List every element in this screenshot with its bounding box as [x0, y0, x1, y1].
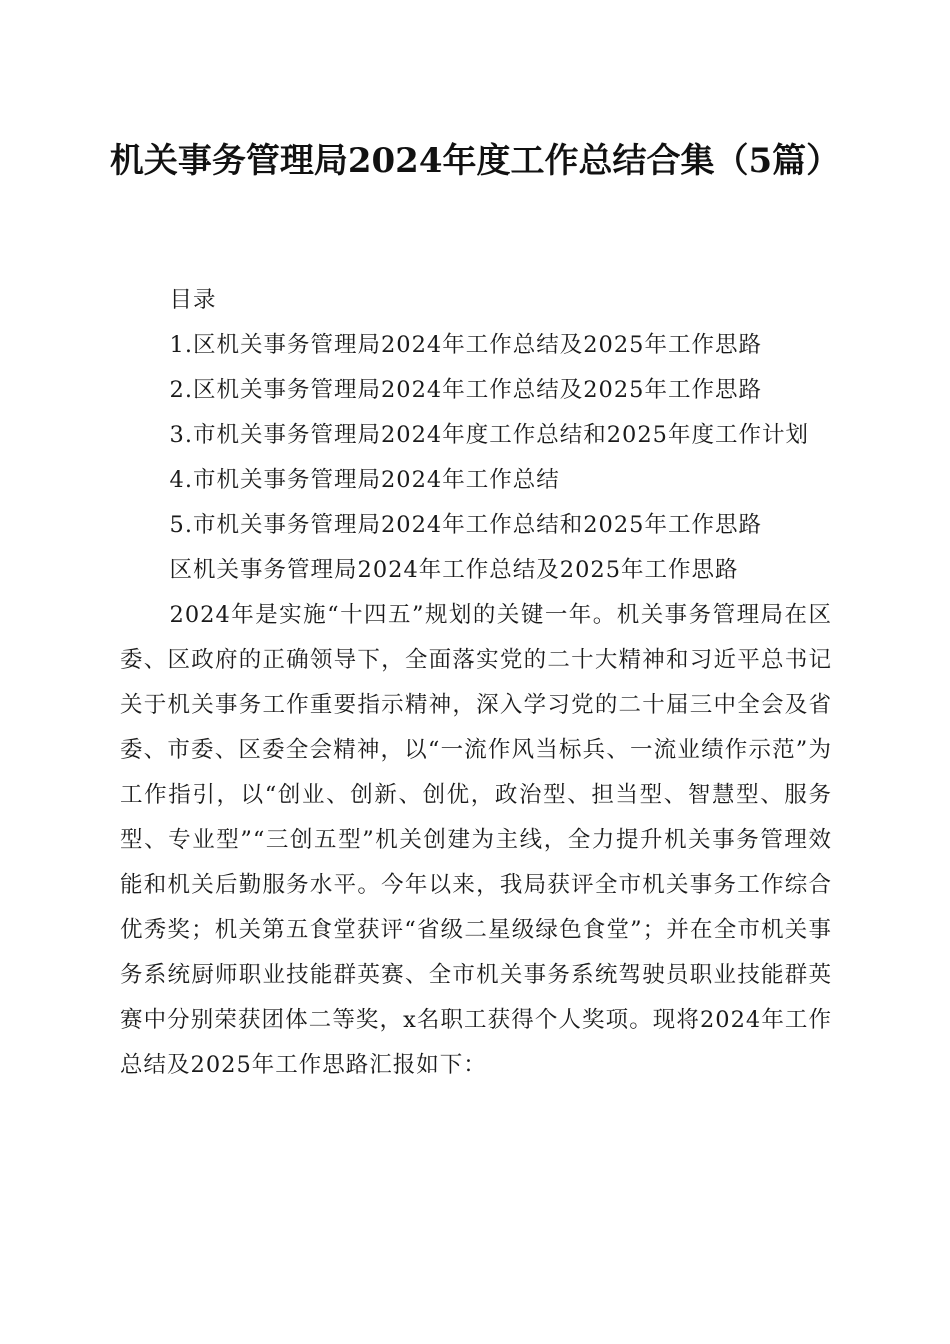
toc-item-1: 1.区机关事务管理局2024年工作总结及2025年工作思路 — [169, 332, 762, 358]
body-paragraph: 2024年是实施“十四五”规划的关键一年。机关事务管理局在区委、区政府的正确领导下，全面落实党的二十大精神和习近平总书记关于机关事务工作重要指示精神，深入学习党的二十届三中全会及省委、市委、区委全会精神，以“一流作风当标兵、一流业绩作示范”为工作指引，以“创业、创新、创优，政治型、担当型、智慧型、服务型、专业型”“三创五型”机关创建为主线，全力提升机关事务管理效能和机关后勤服务水平。今年以来，我局获评全市机关事务工作综合优秀奖；机关第五食堂获评“省级二星级绿色食堂”；并在全市机关事务系统厨师职业技能群英赛、全市机关事务系统驾驶员职业技能群英赛中分别荣获团体二等奖，x名职工获得个人奖项。现将2024年工作总结及2025年工作思路汇报如下： — [120, 602, 832, 1078]
document-body — [120, 278, 832, 1088]
toc-item-3: 3.市机关事务管理局2024年度工作总结和2025年度工作计划 — [169, 422, 809, 448]
toc-item-2: 2.区机关事务管理局2024年工作总结及2025年工作思路 — [169, 377, 762, 403]
section-title: 区机关事务管理局2024年工作总结及2025年工作思路 — [169, 557, 739, 583]
toc-heading: 目录 — [169, 287, 217, 313]
toc-item-4: 4.市机关事务管理局2024年工作总结 — [169, 467, 560, 493]
toc-item-5: 5.市机关事务管理局2024年工作总结和2025年工作思路 — [169, 512, 762, 538]
document-title: 机关事务管理局2024年度工作总结合集（5篇） — [109, 141, 841, 181]
